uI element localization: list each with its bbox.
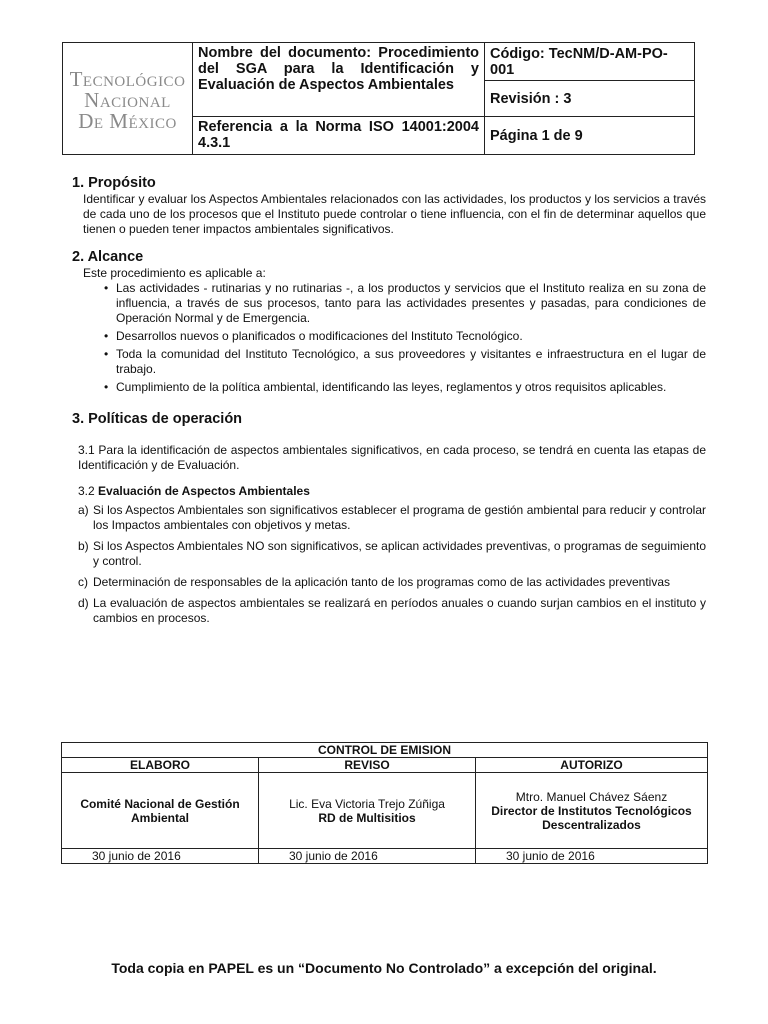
list-item: • Cumplimiento de la política ambiental, identificando las leyes, reglamentos y otros requisitos aplicables. bbox=[104, 380, 667, 394]
section-heading-alcance: 2. Alcance bbox=[72, 249, 144, 265]
reviso-cell bbox=[259, 773, 476, 849]
norm-reference: Referencia a la Norma ISO 14001:2004 4.3.1 bbox=[193, 117, 485, 155]
list-item: • Toda la comunidad del Instituto Tecnológico, a sus proveedores y visitantes e infraestructura en el lugar de trabajo. bbox=[104, 347, 706, 376]
autorizo-role: Director de Institutos Tecnológicos Descentralizados bbox=[491, 803, 692, 832]
autorizo-cell bbox=[476, 773, 708, 849]
evaluacion-list bbox=[72, 503, 706, 626]
proposito-text: Identificar y evaluar los Aspectos Ambientales relacionados con las actividades, los productos y los servicios a través de cada uno de los procesos que el Instituto puede controlar o tiene influencia, con el fin de determinar aquellos que tienen o pueden tener impactos ambientales significativos. bbox=[83, 192, 706, 236]
document-header-table bbox=[62, 42, 695, 155]
bullet-marker: • bbox=[104, 380, 109, 394]
list-item: d) La evaluación de aspectos ambientales se realizará en períodos anuales o cuando surjan cambios en el instituto y cambios en procesos. bbox=[78, 596, 706, 625]
autorizo-name: Mtro. Manuel Chávez Sáenz bbox=[515, 789, 668, 804]
section-heading-proposito: 1. Propósito bbox=[72, 175, 156, 191]
list-item: a) Si los Aspectos Ambientales son significativos establecer el programa de gestión ambiental para reducir y controlar los Impactos ambientales con objetivos y metas. bbox=[78, 503, 706, 532]
alcance-list bbox=[72, 281, 706, 395]
elaboro-name: Comité Nacional de Gestión Ambiental bbox=[62, 773, 259, 849]
bullet-marker: • bbox=[104, 281, 109, 295]
document-code: Código: TecNM/D-AM-PO-001 bbox=[485, 43, 695, 81]
paragraph-3-2: 3.2 Evaluación de Aspectos Ambientales bbox=[78, 484, 310, 498]
autorizo-date: 30 junio de 2016 bbox=[476, 849, 708, 864]
paragraph-3-1: 3.1 Para la identificación de aspectos ambientales significativos, en cada proceso, se tendrá en cuenta las etapas de Identificación y de Evaluación. bbox=[78, 443, 706, 472]
column-header-autorizo: AUTORIZO bbox=[476, 758, 708, 773]
tecnm-logo: Tecnológico Nacional De México bbox=[69, 67, 186, 133]
section-heading-politicas: 3. Políticas de operación bbox=[72, 411, 243, 427]
reviso-date: 30 junio de 2016 bbox=[259, 849, 476, 864]
column-header-reviso: REVISO bbox=[259, 758, 476, 773]
list-item: • Desarrollos nuevos o planificados o modificaciones del Instituto Tecnológico. bbox=[104, 329, 523, 343]
list-item: • Las actividades - rutinarias y no rutinarias -, a los productos y servicios que el Instituto realiza en su zona de influencia, a través de sus procesos, tanto para las actividades presentes y pasadas, para condiciones de Operación Normal y de Emergencia. bbox=[104, 281, 706, 325]
page-number: Página 1 de 9 bbox=[485, 117, 695, 155]
document-body bbox=[72, 174, 706, 626]
alcance-intro: Este procedimiento es aplicable a: bbox=[83, 266, 266, 280]
column-header-elaboro: ELABORO bbox=[62, 758, 259, 773]
control-emision-table bbox=[61, 742, 708, 864]
control-title: CONTROL DE EMISION bbox=[62, 743, 708, 758]
bullet-marker: • bbox=[104, 347, 109, 361]
list-item: b) Si los Aspectos Ambientales NO son significativos, se aplican actividades preventivas, o programas de seguimiento y control. bbox=[78, 539, 706, 568]
document-footer: Toda copia en PAPEL es un “Documento No Controlado” a excepción del original. bbox=[111, 960, 657, 976]
reviso-role: RD de Multisitios bbox=[318, 810, 416, 825]
list-item: c) Determinación de responsables de la aplicación tanto de los programas como de las actividades preventivas bbox=[78, 575, 670, 589]
reviso-name: Lic. Eva Victoria Trejo Zúñiga bbox=[289, 796, 445, 811]
logo-cell bbox=[63, 43, 193, 155]
subheading-evaluacion: Evaluación de Aspectos Ambientales bbox=[98, 484, 310, 498]
bullet-marker: • bbox=[104, 329, 109, 343]
document-name: Nombre del documento: Procedimiento del SGA para la Identificación y Evaluación de Aspectos Ambientales bbox=[193, 43, 485, 117]
document-revision: Revisión : 3 bbox=[485, 81, 695, 117]
elaboro-date: 30 junio de 2016 bbox=[62, 849, 259, 864]
